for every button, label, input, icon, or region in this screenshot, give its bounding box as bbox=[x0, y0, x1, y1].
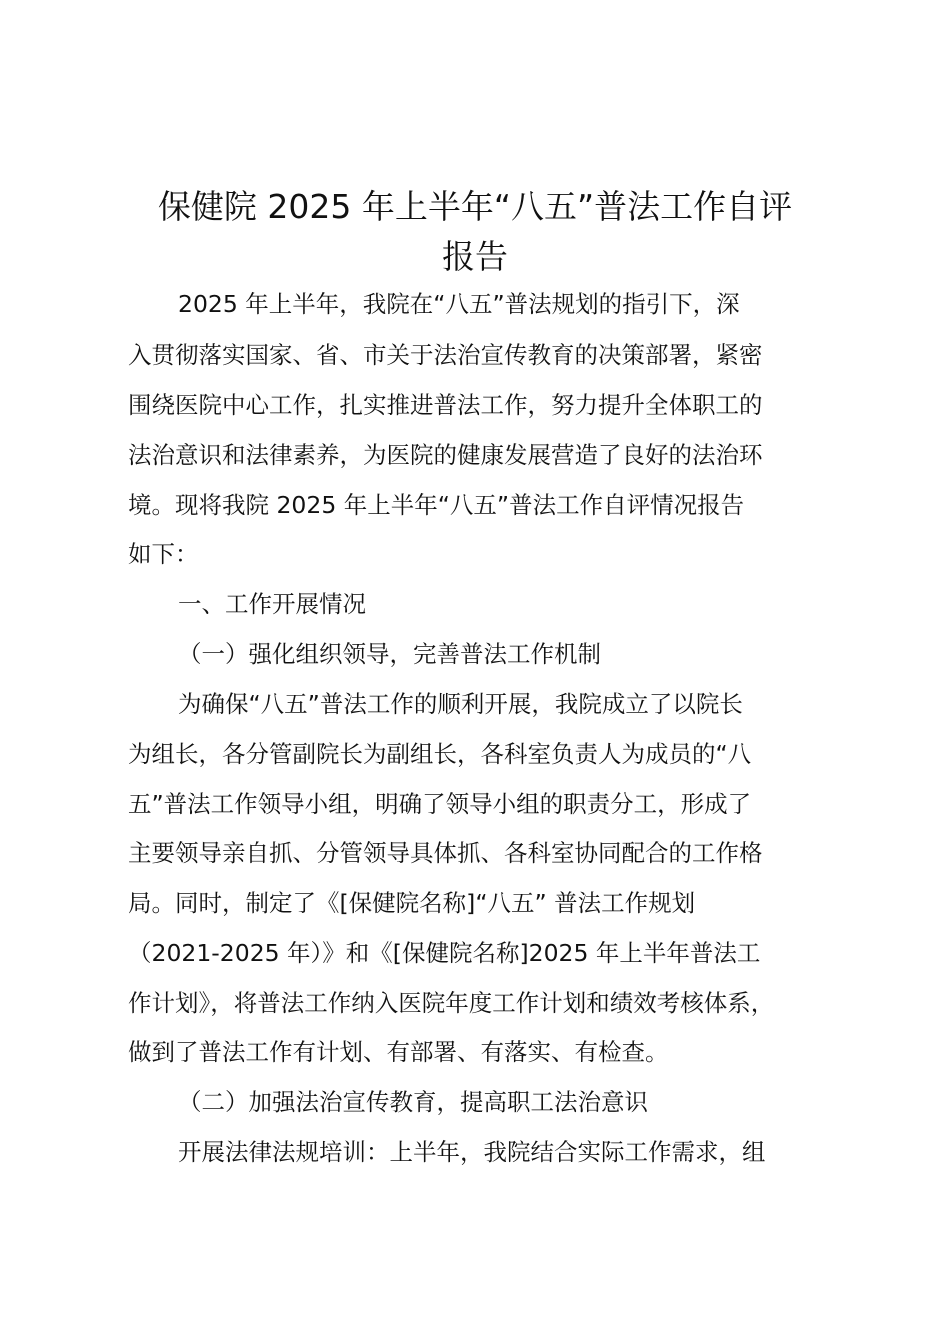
subsection-heading: （二）加强法治宣传教育，提高职工法治意识 bbox=[178, 1088, 648, 1116]
paragraph-line: 入贯彻落实国家、省、市关于法治宣传教育的决策部署，紧密 bbox=[128, 341, 763, 369]
paragraph-line: 如下： bbox=[128, 540, 199, 568]
paragraph-line: 为确保“八五”普法工作的顺利开展，我院成立了以院长 bbox=[178, 690, 743, 718]
paragraph-line: 为组长，各分管副院长为副组长，各科室负责人为成员的“八 bbox=[128, 740, 752, 768]
report-title-line2: 报告 bbox=[442, 237, 508, 276]
paragraph-line: （2021-2025 年）》和《[保健院名称]2025 年上半年普法工 bbox=[128, 939, 761, 967]
paragraph-line: 围绕医院中心工作，扎实推进普法工作，努力提升全体职工的 bbox=[128, 391, 763, 419]
paragraph-line: 境。现将我院 2025 年上半年“八五”普法工作自评情况报告 bbox=[128, 491, 745, 519]
subsection-heading: （一）强化组织领导，完善普法工作机制 bbox=[178, 640, 601, 668]
report-title-line1: 保健院 2025 年上半年“八五”普法工作自评 bbox=[157, 187, 793, 226]
paragraph-line: 开展法律法规培训：上半年，我院结合实际工作需求，组 bbox=[178, 1138, 766, 1166]
paragraph-line: 五”普法工作领导小组，明确了领导小组的职责分工，形成了 bbox=[128, 790, 752, 818]
paragraph-line: 作计划》，将普法工作纳入医院年度工作计划和绩效考核体系， bbox=[128, 989, 775, 1017]
paragraph-line: 局。同时，制定了《[保健院名称]“八五” 普法工作规划 bbox=[128, 889, 696, 917]
section-heading: 一、工作开展情况 bbox=[178, 590, 366, 618]
paragraph-line: 2025 年上半年，我院在“八五”普法规划的指引下，深 bbox=[178, 290, 740, 318]
paragraph-line: 法治意识和法律素养，为医院的健康发展营造了良好的法治环 bbox=[128, 441, 763, 469]
paragraph-line: 做到了普法工作有计划、有部署、有落实、有检查。 bbox=[128, 1038, 669, 1066]
paragraph-line: 主要领导亲自抓、分管领导具体抓、各科室协同配合的工作格 bbox=[128, 839, 763, 867]
